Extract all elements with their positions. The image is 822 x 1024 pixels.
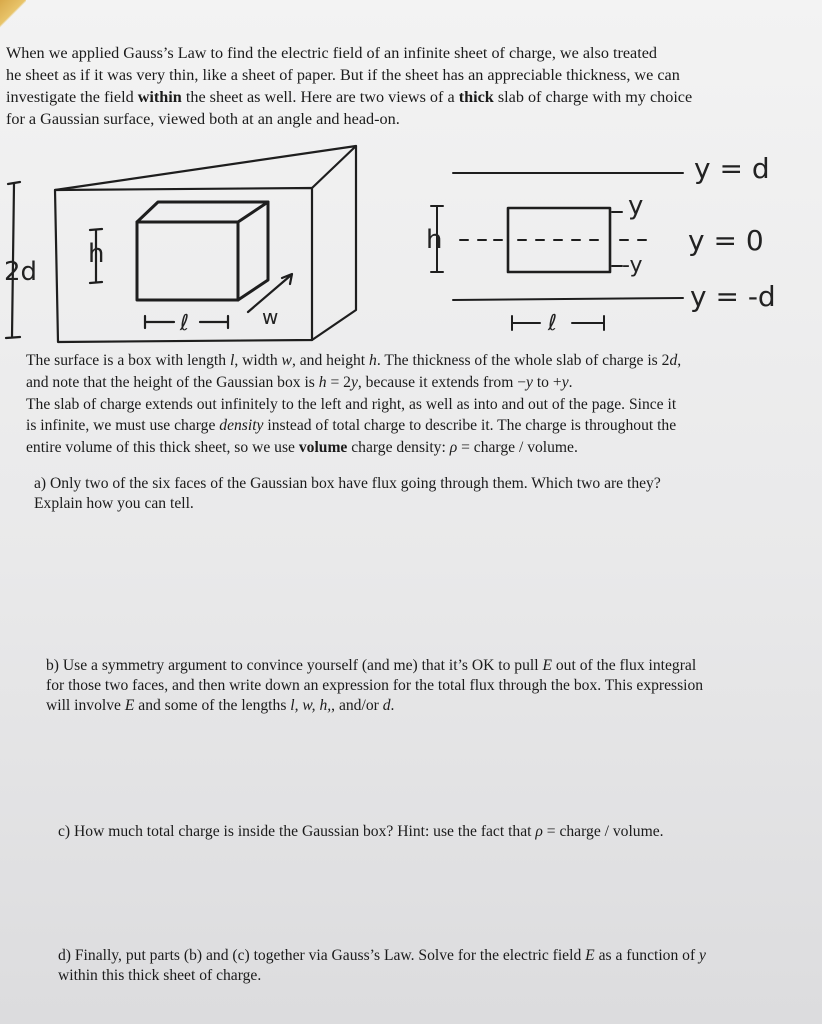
description-line-3: The slab of charge extends out infinitely to the left and right, as well as into and out of the page. Since it — [26, 395, 677, 413]
description-text: = 2 — [326, 373, 351, 391]
label-2d: 2d — [4, 257, 38, 287]
slab-diagrams — [0, 132, 822, 352]
intro-text: slab of charge with my choice — [493, 88, 693, 106]
question-b-line-3 — [46, 696, 703, 716]
emphasis-density: density — [219, 417, 264, 435]
head-on-view — [431, 173, 683, 330]
question-b-line-2: for those two faces, and then write down an expression for the total flux through the box. This expression — [46, 677, 704, 694]
gaussian-box-front — [137, 222, 238, 300]
intro-text: investigate the field — [6, 88, 138, 106]
question-d-line-2: within this thick sheet of charge. — [58, 967, 262, 984]
description-text: = charge / volume. — [457, 439, 578, 457]
variables-lwh: l, w, h, — [290, 697, 332, 714]
label-y-box: y — [628, 191, 644, 221]
description-text: , width — [234, 352, 282, 369]
question-b — [46, 656, 703, 716]
intro-line-4: for a Gaussian surface, viewed both at an angle and head-on. — [6, 110, 400, 128]
intro-line-1: When we applied Gauss’s Law to find the electric field of an infinite sheet of charge, we also treated — [6, 44, 658, 62]
description-text: charge density: — [347, 439, 450, 457]
description-line-2 — [26, 372, 806, 394]
description-line-4 — [26, 415, 806, 437]
question-text: b) Use a symmetry argument to convince yourself (and me) that it’s OK to pull — [46, 657, 543, 674]
folded-corner-shadow — [0, 0, 26, 30]
description-text: , — [677, 352, 682, 369]
variable-E: E — [585, 947, 595, 964]
label-w: w — [262, 305, 279, 329]
label-y-equals-d: y = d — [694, 152, 770, 185]
description-text: , because it extends from − — [357, 373, 527, 391]
description-text: The surface is a box with length — [26, 352, 230, 369]
question-text: c) How much total charge is inside the Gaussian box? Hint: use the fact that — [58, 823, 536, 840]
label-y-equals-neg-d: y = -d — [690, 280, 776, 313]
slab-bottom-line — [453, 298, 683, 300]
intro-line-3 — [6, 86, 814, 108]
variable-h: h — [369, 352, 377, 369]
label-neg-y-box: -y — [622, 253, 643, 278]
variable-l: l — [229, 352, 235, 369]
question-d — [58, 946, 706, 986]
label-y-equals-0: y = 0 — [688, 224, 764, 257]
label-h: h — [88, 239, 105, 269]
question-text: out of the flux integral — [551, 657, 697, 674]
question-text: as a function of — [594, 947, 700, 964]
description-paragraph — [26, 350, 806, 459]
question-text: . — [390, 697, 395, 714]
description-text: and note that the height of the Gaussian box is — [26, 373, 319, 391]
variable-d: d — [669, 352, 678, 369]
intro-emphasis-within: within — [137, 88, 182, 106]
description-text: . The thickness of the whole slab of charge is 2 — [376, 352, 670, 369]
variable-E: E — [542, 657, 552, 674]
intro-emphasis-thick: thick — [458, 88, 494, 106]
description-text: instead of total charge to describe it. The charge is throughout the — [263, 417, 677, 435]
gaussian-box-top — [137, 202, 268, 222]
description-text: , and height — [291, 352, 370, 369]
label-l-right: ℓ — [548, 311, 558, 336]
question-text: will involve — [46, 697, 125, 714]
variable-y: y — [699, 947, 706, 964]
description-text: . — [568, 373, 573, 391]
variable-y: y — [350, 373, 358, 391]
question-a-line-2: Explain how you can tell. — [34, 495, 194, 512]
description-line-1 — [26, 350, 806, 372]
variable-rho: ρ — [535, 823, 543, 840]
question-a-line-1: a) Only two of the six faces of the Gaussian box have flux going through them. Which two are they? — [34, 475, 661, 492]
intro-line-2: he sheet as if it was very thin, like a sheet of paper. But if the sheet has an appreciable thickness, we can — [6, 66, 680, 84]
question-text: d) Finally, put parts (b) and (c) together via Gauss’s Law. Solve for the electric field — [58, 947, 586, 964]
question-text: and some of the lengths — [134, 697, 291, 714]
intro-paragraph — [6, 42, 814, 130]
question-text: , and/or — [331, 697, 383, 714]
variable-E: E — [124, 697, 135, 714]
variable-y: y — [526, 373, 533, 391]
question-c — [58, 822, 664, 842]
question-a — [34, 474, 661, 514]
description-text: entire volume of this thick sheet, so we use — [26, 439, 299, 457]
variable-rho: ρ — [449, 439, 458, 457]
variable-h: h — [318, 373, 327, 391]
length-bracket-right — [512, 316, 604, 330]
gaussian-box-side — [238, 202, 268, 300]
variable-y: y — [561, 373, 569, 391]
label-l: ℓ — [180, 311, 190, 336]
question-b-line-1 — [46, 656, 703, 676]
variable-w: w — [281, 352, 292, 369]
description-text: is infinite, we must use charge — [26, 417, 220, 435]
intro-text: the sheet as well. Here are two views of a — [181, 88, 459, 106]
label-h-right: h — [426, 225, 443, 255]
question-text: = charge / volume. — [542, 823, 664, 840]
question-c-line-1 — [58, 822, 664, 842]
emphasis-volume: volume — [298, 439, 348, 457]
description-text: to + — [532, 373, 562, 391]
description-line-5 — [26, 437, 806, 459]
variable-d: d — [382, 697, 391, 714]
question-d-line-1 — [58, 946, 706, 966]
